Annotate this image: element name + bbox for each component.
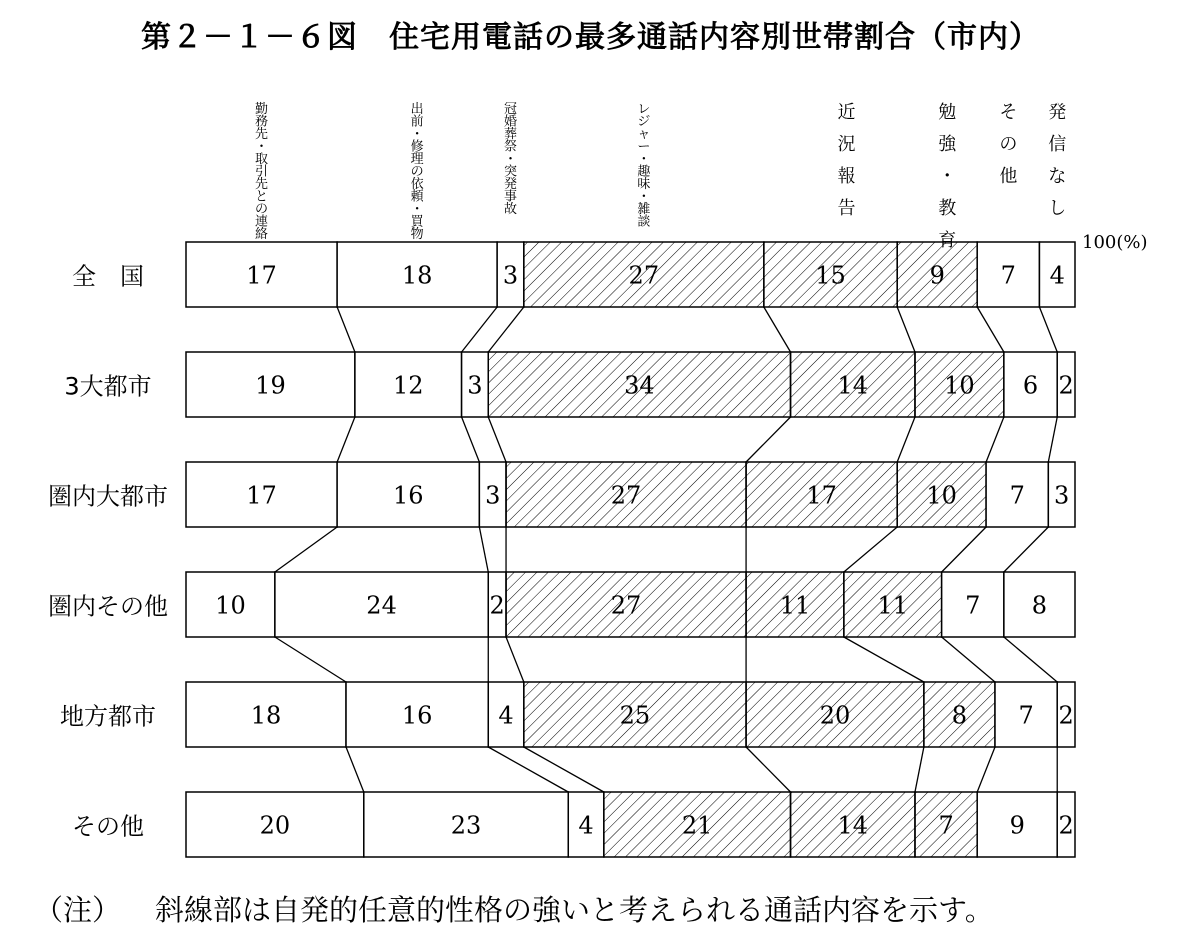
series-header: 発信なし bbox=[1048, 102, 1067, 219]
connector-line bbox=[337, 417, 355, 462]
connector-line bbox=[488, 417, 506, 462]
data-label: 11 bbox=[877, 591, 909, 620]
data-label: 24 bbox=[366, 591, 397, 620]
data-label: 7 bbox=[1000, 261, 1016, 290]
series-header: 冠婚葬祭・突発事故 bbox=[503, 102, 517, 217]
category-label: 圏内大都市 bbox=[48, 482, 168, 511]
data-label: 4 bbox=[1049, 261, 1065, 290]
connector-line bbox=[1004, 527, 1048, 572]
data-label: 3 bbox=[485, 481, 501, 510]
data-label: 27 bbox=[610, 481, 642, 510]
series-header: 勤務先・取引先との連絡 bbox=[255, 102, 269, 242]
series-header: 近況報告 bbox=[837, 102, 856, 219]
connector-line bbox=[524, 747, 604, 792]
data-label: 27 bbox=[628, 261, 660, 290]
data-label: 7 bbox=[938, 811, 954, 840]
data-label: 7 bbox=[965, 591, 981, 620]
data-label: 3 bbox=[467, 371, 483, 400]
connector-line bbox=[746, 417, 790, 462]
data-label: 17 bbox=[246, 261, 277, 290]
data-label: 7 bbox=[1018, 701, 1034, 730]
connector-line bbox=[977, 307, 1004, 352]
data-label: 18 bbox=[401, 261, 433, 290]
data-label: 16 bbox=[401, 701, 433, 730]
data-label: 16 bbox=[392, 481, 424, 510]
connector-line bbox=[462, 307, 498, 352]
data-label: 4 bbox=[498, 701, 514, 730]
data-label: 10 bbox=[944, 371, 975, 400]
data-label: 25 bbox=[619, 701, 651, 730]
data-label: 14 bbox=[837, 811, 869, 840]
connector-line bbox=[977, 747, 995, 792]
data-label: 17 bbox=[806, 481, 837, 510]
connector-line bbox=[337, 307, 355, 352]
connector-line bbox=[1048, 417, 1057, 462]
data-label: 20 bbox=[819, 701, 851, 730]
data-label: 3 bbox=[1054, 481, 1070, 510]
data-label: 2 bbox=[489, 591, 505, 620]
data-label: 6 bbox=[1022, 371, 1039, 400]
data-label: 4 bbox=[578, 811, 594, 840]
connector-line bbox=[986, 417, 1004, 462]
data-label: 12 bbox=[392, 371, 424, 400]
category-labels bbox=[48, 263, 168, 841]
connector-line bbox=[844, 527, 897, 572]
data-label: 21 bbox=[681, 811, 713, 840]
category-label: 圏内その他 bbox=[48, 592, 168, 621]
bar-rows bbox=[186, 242, 1075, 857]
axis-unit-label: 100(%) bbox=[1082, 232, 1148, 253]
data-label: 19 bbox=[255, 371, 286, 400]
connector-line bbox=[746, 747, 790, 792]
data-label: 2 bbox=[1058, 811, 1074, 840]
data-label: 15 bbox=[815, 261, 846, 290]
data-label: 3 bbox=[502, 261, 519, 290]
data-label: 8 bbox=[1031, 591, 1048, 620]
connector-line bbox=[942, 637, 995, 682]
connector-line bbox=[844, 637, 924, 682]
connector-line bbox=[764, 307, 791, 352]
connector-line bbox=[275, 527, 337, 572]
connector-line bbox=[346, 747, 364, 792]
data-label: 10 bbox=[926, 481, 957, 510]
data-label: 20 bbox=[259, 811, 291, 840]
connector-line bbox=[942, 527, 986, 572]
footnote-text: 斜線部は自発的任意的性格の強いと考えられる通話内容を示す。 bbox=[155, 893, 994, 927]
connector-line bbox=[488, 747, 568, 792]
category-label: 3大都市 bbox=[64, 372, 152, 401]
connector-line bbox=[897, 307, 915, 352]
data-label: 11 bbox=[779, 591, 811, 620]
footnote bbox=[34, 888, 994, 929]
data-label: 34 bbox=[624, 371, 655, 400]
connector-line bbox=[897, 417, 915, 462]
data-label: 7 bbox=[1009, 481, 1025, 510]
series-header: その他 bbox=[999, 102, 1018, 187]
connector-line bbox=[462, 417, 480, 462]
connector-line bbox=[915, 747, 924, 792]
category-label: 地方都市 bbox=[60, 702, 156, 731]
series-header: 出前・修理の依頼・買物 bbox=[410, 102, 424, 242]
connector-line bbox=[1039, 307, 1057, 352]
connector-line bbox=[1004, 637, 1057, 682]
category-label: 全 国 bbox=[72, 262, 144, 291]
data-label: 10 bbox=[215, 591, 246, 620]
data-label: 14 bbox=[837, 371, 869, 400]
connector-line bbox=[479, 527, 488, 572]
data-label: 23 bbox=[450, 811, 482, 840]
category-label: その他 bbox=[72, 812, 144, 841]
footnote-label: （注） bbox=[34, 893, 122, 927]
connector-line bbox=[506, 637, 524, 682]
connector-line bbox=[488, 307, 524, 352]
data-label: 9 bbox=[1009, 811, 1025, 840]
chart-title: 第２－１－６図 住宅用電話の最多通話内容別世帯割合（市内） bbox=[141, 20, 1040, 55]
data-label: 8 bbox=[951, 701, 968, 730]
series-header: レジャー・趣味・雑談 bbox=[637, 102, 651, 230]
data-label: 18 bbox=[250, 701, 282, 730]
connector-line bbox=[275, 637, 346, 682]
data-label: 9 bbox=[929, 261, 945, 290]
data-label: 2 bbox=[1058, 701, 1074, 730]
series-header: 勉強・教育 bbox=[938, 102, 957, 251]
data-label: 27 bbox=[610, 591, 642, 620]
series-headers bbox=[255, 101, 1066, 251]
data-label: 2 bbox=[1058, 371, 1074, 400]
data-label: 17 bbox=[246, 481, 277, 510]
